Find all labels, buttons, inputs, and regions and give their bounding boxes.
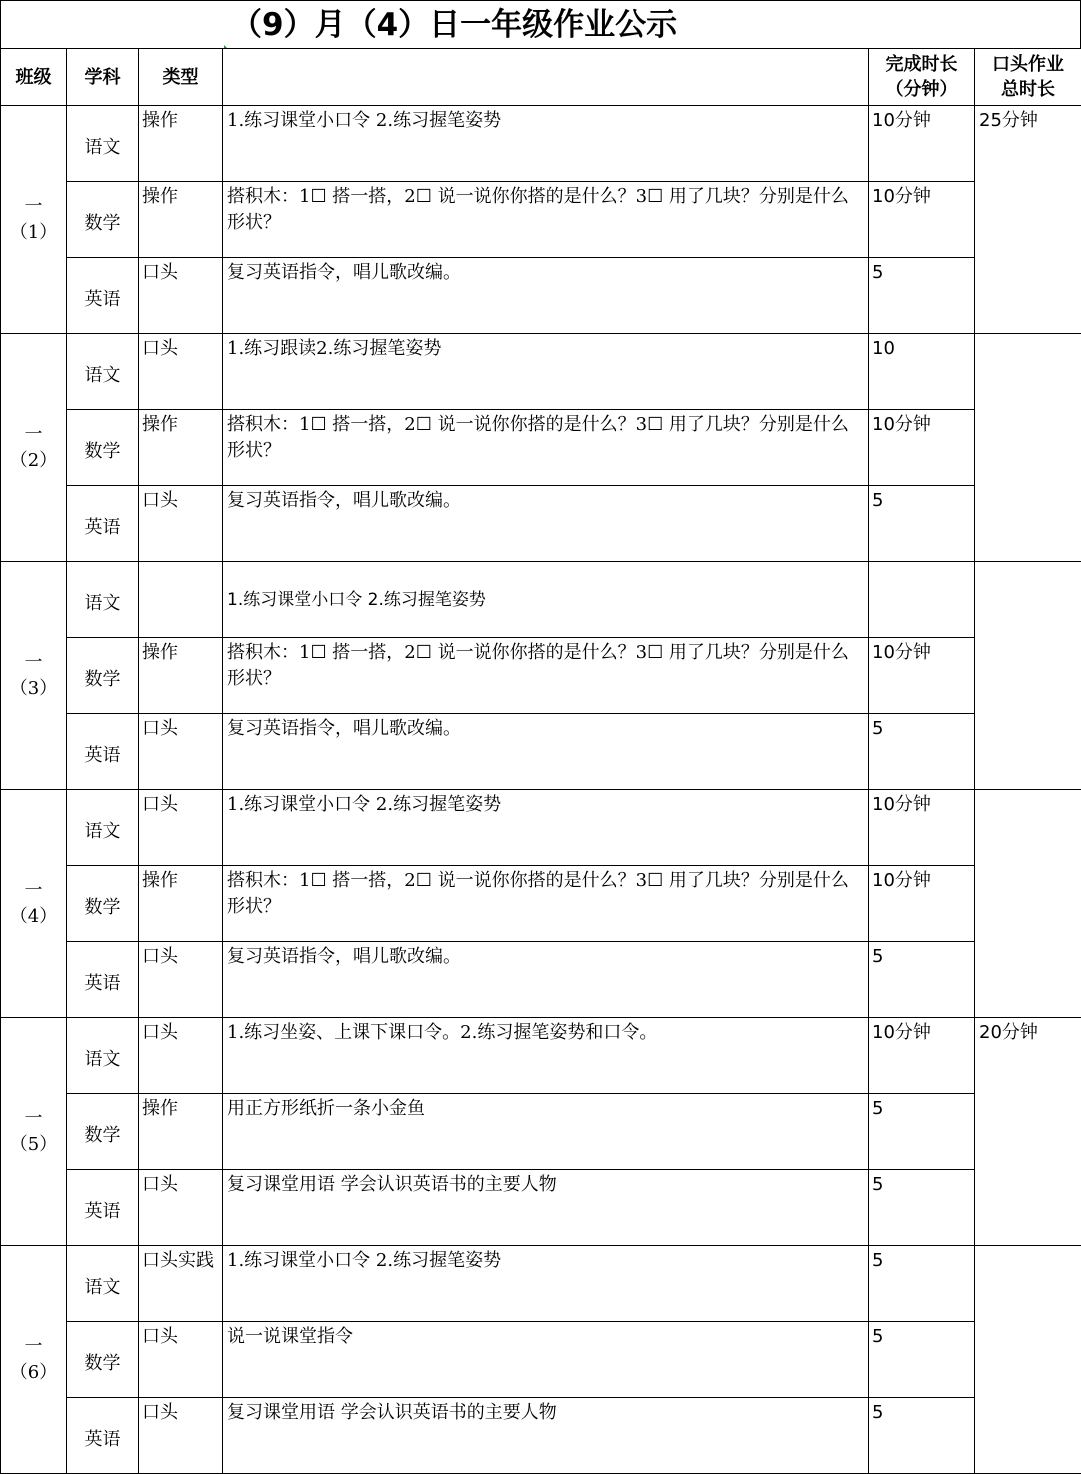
type-cell: 口头: [139, 258, 223, 334]
content-cell: 1.练习课堂小口令 2.练习握笔姿势: [223, 106, 869, 182]
subject-cell: 数学: [67, 638, 139, 714]
class-name-line2: （5）: [1, 1132, 66, 1158]
type-cell: 口头: [139, 1018, 223, 1094]
page-title-text: （9）月（4）日一年级作业公示: [231, 7, 677, 43]
content-cell: 搭积木：1☐ 搭一搭，2☐ 说一说你你搭的是什么？3☐ 用了几块？分别是什么形状？: [223, 410, 869, 486]
class-name-line1: 一: [1, 650, 66, 676]
type-cell: [139, 562, 223, 638]
content-cell: 复习英语指令，唱儿歌改编。: [223, 258, 869, 334]
subject-cell: 语文: [67, 1018, 139, 1094]
total-duration-cell: [975, 334, 1081, 562]
header-type: 类型: [139, 49, 223, 106]
homework-table: [0, 48, 1081, 1474]
header-subject: 学科: [67, 49, 139, 106]
duration-cell: 5: [869, 1398, 975, 1474]
type-cell: 操作: [139, 866, 223, 942]
content-cell: 搭积木：1☐ 搭一搭，2☐ 说一说你你搭的是什么？3☐ 用了几块？分别是什么形状？: [223, 182, 869, 258]
subject-cell: 数学: [67, 182, 139, 258]
type-cell: 操作: [139, 638, 223, 714]
subject-cell: 语文: [67, 106, 139, 182]
content-cell: 1.练习坐姿、上课下课口令。2.练习握笔姿势和口令。: [223, 1018, 869, 1094]
table-row: [1, 410, 1081, 486]
class-name-line2: （4）: [1, 904, 66, 930]
type-cell: 口头: [139, 334, 223, 410]
class-name-line2: （2）: [1, 448, 66, 474]
type-cell: 口头: [139, 714, 223, 790]
duration-cell: 5: [869, 258, 975, 334]
total-duration-cell: 25分钟: [975, 106, 1081, 334]
duration-cell: 5: [869, 1246, 975, 1322]
subject-cell: 英语: [67, 1398, 139, 1474]
header-total-line1: 口头作业: [975, 52, 1081, 77]
duration-cell: 5: [869, 1094, 975, 1170]
content-cell: 复习课堂用语 学会认识英语书的主要人物: [223, 1398, 869, 1474]
table-row: [1, 258, 1081, 334]
table-row: [1, 638, 1081, 714]
subject-cell: 数学: [67, 866, 139, 942]
total-duration-cell: [975, 562, 1081, 790]
total-duration-cell: [975, 1246, 1081, 1474]
type-cell: 操作: [139, 106, 223, 182]
subject-cell: 英语: [67, 486, 139, 562]
class-cell: [1, 334, 67, 562]
header-duration: [869, 49, 975, 106]
total-duration-cell: [975, 790, 1081, 1018]
content-cell: 1.练习课堂小口令 2.练习握笔姿势: [223, 1246, 869, 1322]
type-cell: 口头: [139, 790, 223, 866]
subject-cell: 英语: [67, 942, 139, 1018]
table-row: [1, 1094, 1081, 1170]
header-duration-line2: （分钟）: [869, 77, 974, 102]
subject-cell: 英语: [67, 714, 139, 790]
table-row: [1, 562, 1081, 638]
type-cell: 口头: [139, 942, 223, 1018]
type-cell: 口头: [139, 486, 223, 562]
header-class: 班级: [1, 49, 67, 106]
table-row: [1, 942, 1081, 1018]
duration-cell: 5: [869, 1170, 975, 1246]
subject-cell: 英语: [67, 258, 139, 334]
type-cell: 口头: [139, 1322, 223, 1398]
table-row: [1, 866, 1081, 942]
content-cell: 用正方形纸折一条小金鱼: [223, 1094, 869, 1170]
type-cell: 口头: [139, 1398, 223, 1474]
duration-cell: 5: [869, 942, 975, 1018]
subject-cell: 数学: [67, 1094, 139, 1170]
table-row: [1, 182, 1081, 258]
duration-cell: 10分钟: [869, 1018, 975, 1094]
table-row: [1, 1322, 1081, 1398]
header-duration-line1: 完成时长: [869, 52, 974, 77]
duration-cell: 10分钟: [869, 410, 975, 486]
class-cell: [1, 562, 67, 790]
subject-cell: 数学: [67, 410, 139, 486]
class-name-line1: 一: [1, 194, 66, 220]
duration-cell: 10分钟: [869, 182, 975, 258]
subject-cell: 语文: [67, 334, 139, 410]
content-cell: 1.练习跟读2.练习握笔姿势: [223, 334, 869, 410]
content-cell: 搭积木：1☐ 搭一搭，2☐ 说一说你你搭的是什么？3☐ 用了几块？分别是什么形状？: [223, 866, 869, 942]
content-cell: 1.练习课堂小口令 2.练习握笔姿势: [223, 562, 869, 638]
class-cell: [1, 1018, 67, 1246]
class-name-line2: （1）: [1, 220, 66, 246]
content-cell: 复习英语指令，唱儿歌改编。: [223, 942, 869, 1018]
class-name-line2: （3）: [1, 676, 66, 702]
page-title: [0, 0, 1081, 48]
duration-cell: 5: [869, 486, 975, 562]
subject-cell: 数学: [67, 1322, 139, 1398]
table-row: [1, 1246, 1081, 1322]
type-cell: 操作: [139, 182, 223, 258]
header-row: [1, 49, 1081, 106]
header-total: [975, 49, 1081, 106]
table-body: [1, 106, 1081, 1474]
subject-cell: 语文: [67, 1246, 139, 1322]
header-total-line2: 总时长: [975, 77, 1081, 102]
duration-cell: 10: [869, 334, 975, 410]
duration-cell: 5: [869, 1322, 975, 1398]
table-row: [1, 486, 1081, 562]
type-cell: 口头实践: [139, 1246, 223, 1322]
table-row: [1, 106, 1081, 182]
table-row: [1, 1398, 1081, 1474]
table-row: [1, 334, 1081, 410]
content-cell: 1.练习课堂小口令 2.练习握笔姿势: [223, 790, 869, 866]
header-content: [223, 49, 869, 106]
class-cell: [1, 790, 67, 1018]
duration-cell: 10分钟: [869, 790, 975, 866]
subject-cell: 语文: [67, 562, 139, 638]
class-name-line1: 一: [1, 422, 66, 448]
duration-cell: [869, 562, 975, 638]
content-cell: 复习英语指令，唱儿歌改编。: [223, 486, 869, 562]
duration-cell: 10分钟: [869, 106, 975, 182]
type-cell: 操作: [139, 410, 223, 486]
duration-cell: 10分钟: [869, 638, 975, 714]
content-cell: 复习英语指令，唱儿歌改编。: [223, 714, 869, 790]
duration-cell: 5: [869, 714, 975, 790]
content-cell: 搭积木：1☐ 搭一搭，2☐ 说一说你你搭的是什么？3☐ 用了几块？分别是什么形状？: [223, 638, 869, 714]
class-cell: [1, 1246, 67, 1474]
class-name-line1: 一: [1, 878, 66, 904]
type-cell: 口头: [139, 1170, 223, 1246]
table-row: [1, 1018, 1081, 1094]
type-cell: 操作: [139, 1094, 223, 1170]
class-name-line1: 一: [1, 1334, 66, 1360]
table-row: [1, 714, 1081, 790]
table-row: [1, 790, 1081, 866]
table-row: [1, 1170, 1081, 1246]
content-cell: 复习课堂用语 学会认识英语书的主要人物: [223, 1170, 869, 1246]
content-cell: 说一说课堂指令: [223, 1322, 869, 1398]
subject-cell: 语文: [67, 790, 139, 866]
class-name-line1: 一: [1, 1106, 66, 1132]
duration-cell: 10分钟: [869, 866, 975, 942]
total-duration-cell: 20分钟: [975, 1018, 1081, 1246]
class-name-line2: （6）: [1, 1360, 66, 1386]
class-cell: [1, 106, 67, 334]
subject-cell: 英语: [67, 1170, 139, 1246]
